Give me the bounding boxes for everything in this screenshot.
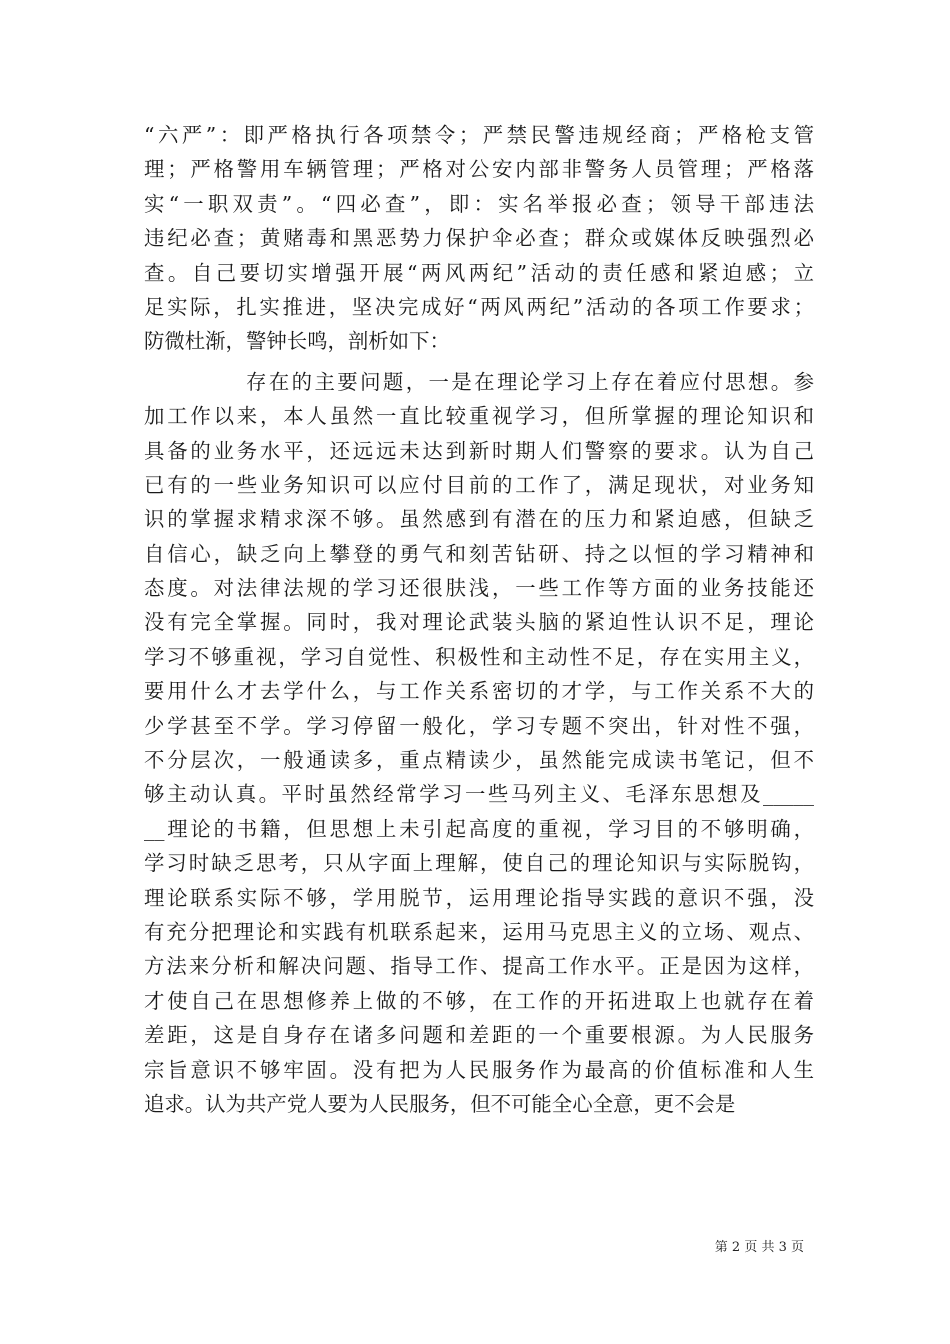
text-line: 才使自己在思想修养上做的不够，在工作的开拓进取上也就存在着 bbox=[144, 988, 814, 1013]
text-line: 有充分把理论和实践有机联系起来，运用马克思主义的立场、观点、 bbox=[144, 919, 814, 944]
text-line: 学习时缺乏思考，只从字面上理解，使自己的理论知识与实际脱钩， bbox=[144, 851, 814, 876]
text-line: 具备的业务水平，还远远未达到新时期人们警察的要求。认为自己 bbox=[144, 438, 814, 463]
text-line: 宗旨意识不够牢固。没有把为人民服务作为最高的价值标准和人生 bbox=[144, 1057, 814, 1082]
text-line: 自信心，缺乏向上攀登的勇气和刻苦钻研、持之以恒的学习精神和 bbox=[144, 541, 814, 566]
text-line: 理论联系实际不够，学用脱节，运用理论指导实践的意识不强，没 bbox=[144, 885, 814, 910]
text-line: 态度。对法律法规的学习还很肤浅，一些工作等方面的业务技能还 bbox=[144, 576, 814, 601]
text-line: 追求。认为共产党人要为人民服务，但不可能全心全意，更不会是 bbox=[144, 1091, 736, 1116]
text-line: 足实际，扎实推进，坚决完成好“两风两纪”活动的各项工作要求； bbox=[144, 294, 814, 319]
text-line: 查。自己要切实增强开展“两风两纪”活动的责任感和紧迫感；立 bbox=[144, 260, 814, 285]
paragraph-intro bbox=[144, 118, 814, 359]
text-line: 没有完全掌握。同时，我对理论武装头脑的紧迫性认识不足，理论 bbox=[144, 610, 814, 635]
page-number: 第 2 页 共 3 页 bbox=[714, 1240, 804, 1255]
text-line: 防微杜渐，警钟长鸣，剖析如下： bbox=[144, 329, 450, 354]
text-line: 识的掌握求精求深不够。虽然感到有潜在的压力和紧迫感，但缺乏 bbox=[144, 507, 814, 532]
text-line: 理；严格警用车辆管理；严格对公安内部非警务人员管理；严格落 bbox=[144, 157, 814, 182]
text-line: 差距，这是自身存在诸多问题和差距的一个重要根源。为人民服务 bbox=[144, 1023, 814, 1048]
text-line: 学习不够重视，学习自觉性、积极性和主动性不足，存在实用主义， bbox=[144, 644, 814, 669]
text-line: 已有的一些业务知识可以应付目前的工作了，满足现状，对业务知 bbox=[144, 472, 814, 497]
text-line: 方法来分析和解决问题、指导工作、提高工作水平。正是因为这样， bbox=[144, 954, 814, 979]
text-line: 少学甚至不学。学习停留一般化，学习专题不突出，针对性不强， bbox=[144, 713, 814, 738]
text-line: 违纪必查；黄赌毒和黑恶势力保护伞必查；群众或媒体反映强烈必 bbox=[144, 226, 814, 251]
text-line: 要用什么才去学什么，与工作关系密切的才学，与工作关系不大的 bbox=[144, 679, 814, 704]
text-line: 不分层次，一般通读多，重点精读少，虽然能完成读书笔记，但不 bbox=[144, 748, 814, 773]
text-line: 存在的主要问题，一是在理论学习上存在着应付思想。参 bbox=[246, 369, 814, 394]
text-line: 够主动认真。平时虽然经常学习一些马列主义、毛泽东思想及_____ bbox=[144, 782, 814, 807]
text-line: 实“一职双责”。“四必查”，即：实名举报必查；领导干部违法 bbox=[144, 191, 814, 216]
text-line: __理论的书籍，但思想上未引起高度的重视，学习目的不够明确， bbox=[144, 816, 814, 841]
body-text bbox=[144, 118, 814, 1121]
text-line: 加工作以来，本人虽然一直比较重视学习，但所掌握的理论知识和 bbox=[144, 404, 814, 429]
text-line: “六严”：即严格执行各项禁令；严禁民警违规经商；严格枪支管 bbox=[144, 123, 814, 147]
paragraph-main-issues bbox=[144, 365, 814, 1122]
